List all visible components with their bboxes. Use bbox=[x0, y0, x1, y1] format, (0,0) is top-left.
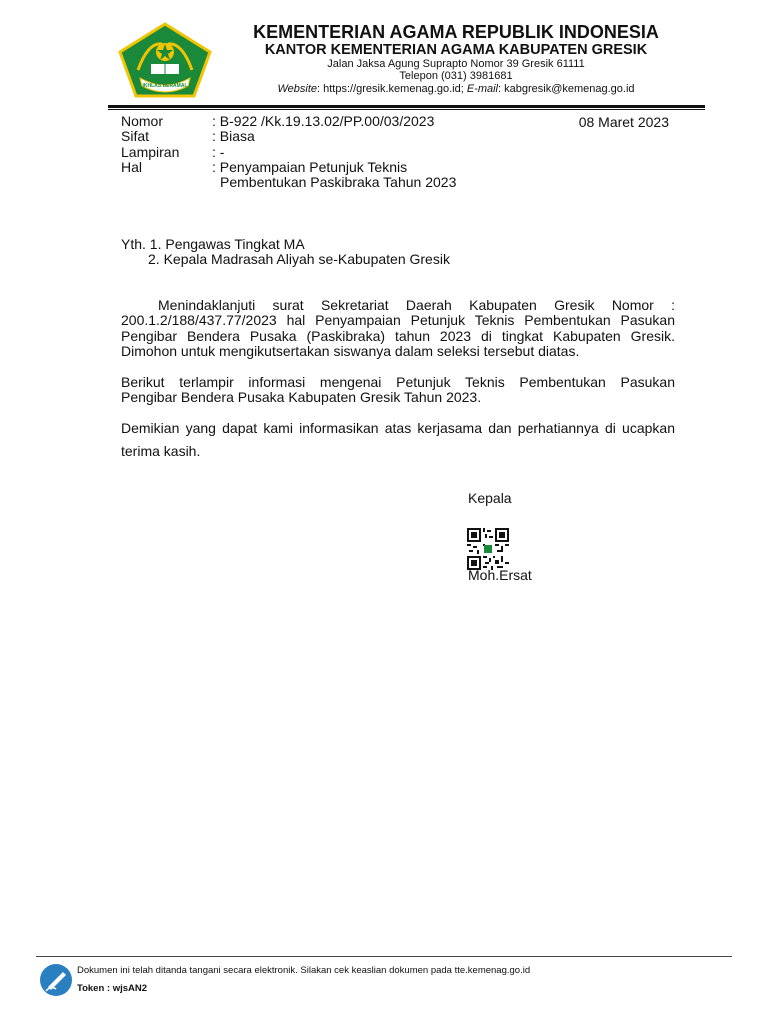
footer-token: Token : wjsAN2 bbox=[77, 983, 148, 994]
sifat-value: : Biasa bbox=[212, 128, 255, 144]
ministry-name: KEMENTERIAN AGAMA REPUBLIK INDONESIA bbox=[253, 22, 659, 42]
header-rule-thin bbox=[108, 109, 705, 110]
email-label: E-mail bbox=[466, 83, 498, 95]
footer-rule bbox=[36, 956, 732, 957]
header-rule-thick bbox=[108, 105, 705, 108]
hal-value-line1: : Penyampaian Petunjuk Teknis bbox=[212, 159, 408, 175]
recipient-2: 2. Kepala Madrasah Aliyah se-Kabupaten Gresik bbox=[148, 251, 450, 267]
sifat-label: Sifat bbox=[121, 128, 150, 144]
lampiran-label: Lampiran bbox=[121, 144, 180, 160]
body-p1-line2: 200.1.2/188/437.77/2023 hal Penyampaian Petunjuk Teknis Pembentukan Pasukan bbox=[121, 312, 675, 328]
office-contacts bbox=[230, 83, 682, 95]
nomor-value: : B-922 /Kk.19.13.02/PP.00/03/2023 bbox=[212, 113, 435, 129]
office-address: Jalan Jaksa Agung Suprapto Nomor 39 Gresik 61111 bbox=[327, 58, 585, 70]
recipient-1: Yth. 1. Pengawas Tingkat MA bbox=[121, 236, 305, 252]
logo-motto: IKHLAS BERAMAL bbox=[142, 83, 188, 89]
letter-date: 08 Maret 2023 bbox=[578, 114, 669, 130]
signatory-title: Kepala bbox=[468, 490, 512, 506]
hal-label: Hal bbox=[121, 159, 143, 175]
body-p3-line1: Demikian yang dapat kami informasikan atas kerjasama dan perhatiannya di ucapkan bbox=[121, 420, 675, 436]
body-p3-line2: terima kasih. bbox=[121, 443, 201, 459]
body-p1-line1: Menindaklanjuti surat Sekretariat Daerah Kabupaten Gresik Nomor : bbox=[158, 297, 675, 313]
kemenag-logo bbox=[118, 22, 212, 98]
body-p1-line3: Pengibar Bendera Pusaka (Paskibraka) tahun 2023 di tingkat Kabupaten Gresik. bbox=[121, 328, 675, 344]
website-label: Website bbox=[277, 83, 318, 95]
signature-qr-code[interactable] bbox=[467, 528, 509, 570]
body-p2-line1: Berikut terlampir informasi mengenai Petunjuk Teknis Pembentukan Pasukan bbox=[121, 374, 675, 390]
hal-value-line2: Pembentukan Paskibraka Tahun 2023 bbox=[220, 174, 457, 190]
email-link[interactable]: : kabgresik@kemenag.go.id bbox=[498, 83, 635, 95]
body-p1-line4: Dimohon untuk mengikutsertakan siswanya dalam seleksi tersebut diatas. bbox=[121, 343, 580, 359]
lampiran-value: : - bbox=[212, 144, 225, 160]
office-name: KANTOR KEMENTERIAN AGAMA KABUPATEN GRESIK bbox=[264, 42, 648, 58]
body-p2-line2: Pengibar Bendera Pusaka Kabupaten Gresik Tahun 2023. bbox=[121, 389, 482, 405]
signatory-name: Moh.Ersat bbox=[468, 567, 532, 583]
footer-verification-note: Dokumen ini telah ditanda tangani secara elektronik. Silakan cek keaslian dokumen pada tte.kemenag.go.id bbox=[77, 965, 531, 976]
nomor-label: Nomor bbox=[121, 113, 164, 129]
website-link[interactable]: : https://gresik.kemenag.go.id; bbox=[317, 83, 467, 95]
office-phone: Telepon (031) 3981681 bbox=[399, 70, 513, 82]
e-signature-icon bbox=[39, 963, 73, 997]
